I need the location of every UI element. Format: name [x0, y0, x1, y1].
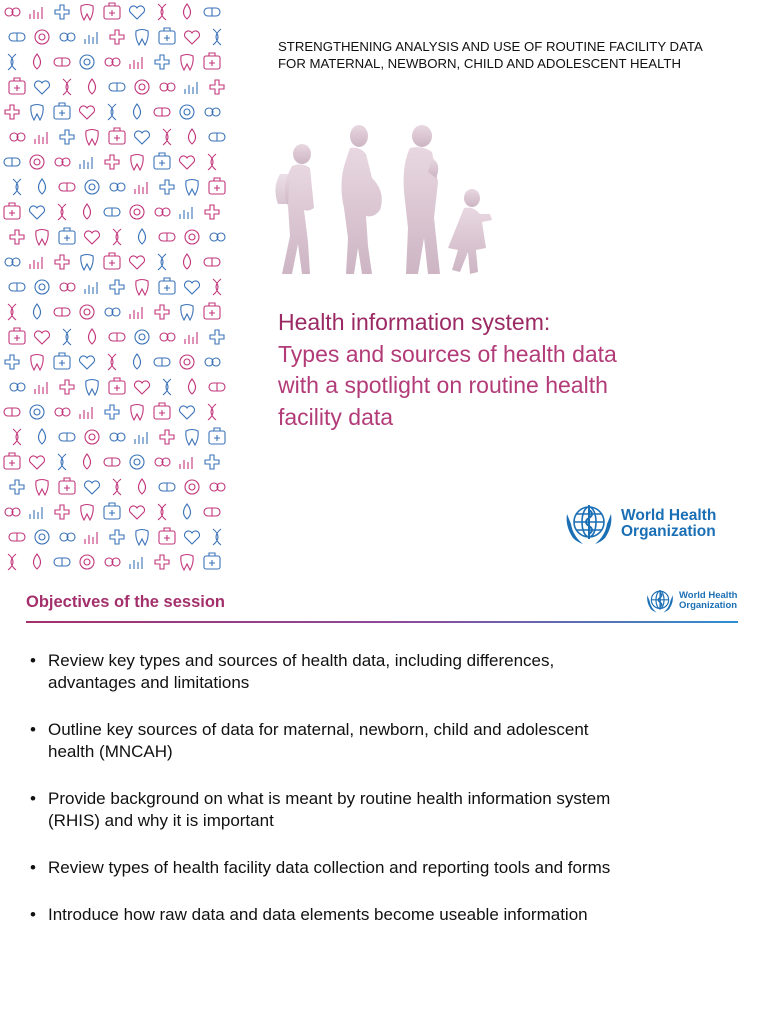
objective-line2: advantages and limitations	[48, 673, 250, 692]
medical-icon	[34, 304, 41, 319]
medical-icon	[154, 153, 170, 169]
medical-icon	[13, 429, 21, 445]
medical-icon	[10, 230, 24, 244]
objectives-list	[30, 650, 730, 951]
medical-icon	[39, 179, 46, 194]
child-silhouette	[448, 189, 492, 274]
objective-item	[30, 650, 730, 694]
medical-icon	[9, 33, 25, 41]
medical-icon	[36, 230, 48, 246]
medical-icon	[9, 533, 25, 541]
medical-icon	[186, 180, 198, 196]
objective-line1: Review types of health facility data collection and reporting tools and forms	[48, 858, 611, 877]
medical-icon	[184, 504, 191, 519]
medical-icon	[5, 508, 20, 516]
medical-icon	[109, 378, 125, 394]
medical-icon	[81, 505, 93, 521]
medical-icon	[105, 155, 119, 169]
medical-icon	[59, 228, 75, 244]
who-emblem-icon	[563, 500, 615, 548]
medical-icon	[29, 456, 44, 469]
medical-icon	[185, 332, 197, 344]
medical-icon	[205, 108, 220, 116]
who-small-line2: Organization	[679, 600, 738, 611]
medical-icon	[81, 255, 93, 271]
medical-icon	[130, 557, 142, 569]
title-line4: facility data	[278, 403, 394, 430]
medical-icon	[159, 483, 175, 491]
medical-icon	[58, 454, 66, 470]
medical-icon	[210, 233, 225, 241]
objective-item	[30, 904, 730, 926]
adolescent-silhouette	[275, 144, 314, 274]
medical-icon	[60, 380, 74, 394]
medical-icon	[60, 283, 75, 291]
who-name-line2: Organization	[621, 523, 716, 540]
medical-icon	[185, 230, 199, 244]
medical-icon	[135, 330, 149, 344]
medical-icon	[4, 453, 20, 469]
medical-icon	[184, 254, 191, 269]
medical-icon	[135, 432, 147, 444]
medical-icon	[135, 182, 147, 194]
medical-icon	[34, 81, 49, 94]
medical-icon	[130, 455, 144, 469]
medical-icon	[60, 533, 75, 541]
medical-icon	[154, 403, 170, 419]
medical-icon	[80, 407, 92, 419]
medical-icon	[81, 5, 93, 21]
medical-icon	[184, 531, 199, 544]
who-name-line1: World Health	[621, 507, 717, 524]
medical-icon	[213, 29, 221, 45]
medical-icon	[155, 55, 169, 69]
medical-icon	[35, 280, 49, 294]
medical-icon	[55, 158, 70, 166]
medical-icon	[159, 28, 175, 44]
medical-icon	[204, 553, 220, 569]
medical-icon	[186, 430, 198, 446]
medical-icon	[85, 180, 99, 194]
medical-icon	[130, 307, 142, 319]
series-title-line2: FOR MATERNAL, NEWBORN, CHILD AND ADOLESCENT HEALTH	[278, 56, 682, 71]
medical-icon	[136, 30, 148, 46]
medical-icon	[105, 405, 119, 419]
medical-icon	[35, 132, 47, 144]
medical-icon	[130, 57, 142, 69]
medical-icon	[189, 129, 196, 144]
medical-icon	[63, 329, 71, 345]
medical-icon	[159, 528, 175, 544]
medical-icon	[184, 31, 199, 44]
medical-icon	[180, 105, 194, 119]
medical-icon	[213, 529, 221, 545]
medical-icon	[5, 8, 20, 16]
medical-icon	[104, 253, 120, 269]
objective-line1: Review key types and sources of health data, including differences,	[48, 651, 555, 670]
medical-icon	[155, 305, 169, 319]
medical-icon	[204, 303, 220, 319]
medical-icon	[84, 231, 99, 244]
medical-icon	[4, 203, 20, 219]
medical-icon	[204, 8, 220, 16]
objective-line1: Introduce how raw data and data elements become useable information	[48, 905, 588, 924]
title-line3: with a spotlight on routine health	[278, 372, 608, 398]
heading-divider	[26, 621, 738, 623]
medical-icon	[134, 131, 149, 144]
medical-icon	[139, 479, 146, 494]
medical-icon	[179, 156, 194, 169]
medical-icon	[54, 353, 70, 369]
medical-icon	[5, 105, 19, 119]
medical-icon	[55, 505, 69, 519]
medical-icon	[10, 383, 25, 391]
medical-icon	[9, 78, 25, 94]
objectives-slide	[0, 585, 768, 1024]
medical-icon	[108, 104, 116, 120]
medical-icon	[10, 480, 24, 494]
medical-icon	[60, 33, 75, 41]
medical-icon	[160, 430, 174, 444]
medical-icon	[54, 58, 70, 66]
medical-icon	[155, 555, 169, 569]
medical-icon	[129, 506, 144, 519]
medical-icon	[8, 54, 16, 70]
medical-icon	[136, 530, 148, 546]
objective-item	[30, 788, 730, 832]
title-line1: Health information system:	[278, 309, 551, 335]
medical-icon	[209, 133, 225, 141]
medical-icon	[104, 208, 120, 216]
medical-icon	[158, 4, 166, 20]
medical-icon	[109, 83, 125, 91]
medical-icon	[30, 155, 44, 169]
medical-icon	[35, 382, 47, 394]
medical-icon	[184, 4, 191, 19]
medical-icon	[85, 32, 97, 44]
medical-icon	[185, 82, 197, 94]
medical-icon	[31, 105, 43, 121]
medical-icon	[208, 404, 216, 420]
medical-icon	[86, 130, 98, 146]
bullet-icon: •	[30, 789, 36, 808]
medical-icon	[105, 308, 120, 316]
medical-icon	[139, 229, 146, 244]
medical-icon	[205, 455, 219, 469]
medical-icon	[54, 103, 70, 119]
medical-icon	[185, 480, 199, 494]
medical-icon	[209, 428, 225, 444]
medical-icon	[39, 429, 46, 444]
medical-icons-collage	[0, 0, 228, 580]
bullet-icon: •	[30, 905, 36, 924]
pregnant-woman-silhouette	[341, 125, 381, 274]
medical-icon	[63, 79, 71, 95]
medical-icon	[160, 180, 174, 194]
medical-icon	[80, 555, 94, 569]
medical-icon	[209, 383, 225, 391]
medical-icon	[208, 154, 216, 170]
medical-icon	[108, 354, 116, 370]
medical-icon	[180, 207, 192, 219]
medical-icon	[9, 328, 25, 344]
medical-icon	[8, 554, 16, 570]
medical-icon	[110, 280, 124, 294]
medical-icon	[35, 530, 49, 544]
medical-icon	[205, 358, 220, 366]
medical-icon	[4, 408, 20, 416]
medical-icon	[59, 183, 75, 191]
medical-icon	[59, 433, 75, 441]
medical-icon	[105, 558, 120, 566]
medical-icon	[55, 255, 69, 269]
medical-icon	[134, 381, 149, 394]
family-silhouettes-image	[262, 118, 502, 278]
medical-icon	[86, 380, 98, 396]
who-small-line1: World Health	[679, 590, 738, 601]
medical-icon	[204, 508, 220, 516]
medical-icon	[205, 205, 219, 219]
medical-icon	[58, 204, 66, 220]
medical-icon	[129, 6, 144, 19]
medical-icon	[131, 405, 143, 421]
medical-icon	[84, 204, 91, 219]
medical-icon	[110, 433, 125, 441]
medical-icon	[80, 55, 94, 69]
medical-icon	[209, 178, 225, 194]
medical-icon	[113, 229, 121, 245]
health-icons-pattern	[0, 0, 228, 580]
medical-icon	[155, 208, 170, 216]
medical-icon	[9, 283, 25, 291]
medical-icon	[136, 280, 148, 296]
medical-icon	[155, 458, 170, 466]
medical-icon	[34, 554, 41, 569]
medical-icon	[135, 80, 149, 94]
medical-icon	[85, 430, 99, 444]
medical-icon	[34, 331, 49, 344]
medical-icon	[109, 128, 125, 144]
medical-icon	[154, 358, 170, 366]
medical-icon	[4, 158, 20, 166]
medical-icon	[89, 329, 96, 344]
who-logo-small	[645, 587, 737, 615]
medical-icon	[79, 356, 94, 369]
medical-icon	[36, 480, 48, 496]
medical-icon	[54, 558, 70, 566]
medical-icon	[104, 503, 120, 519]
medical-icon	[110, 530, 124, 544]
medical-icon	[189, 379, 196, 394]
bullet-icon: •	[30, 720, 36, 739]
bullet-icon: •	[30, 858, 36, 877]
medical-icon	[160, 83, 175, 91]
medical-icon	[131, 155, 143, 171]
medical-icon	[85, 282, 97, 294]
objective-line1: Provide background on what is meant by routine health information system	[48, 789, 611, 808]
medical-icon	[181, 305, 193, 321]
medical-icon	[30, 257, 42, 269]
medical-icon	[134, 104, 141, 119]
medical-icon	[158, 254, 166, 270]
medical-icon	[213, 279, 221, 295]
medical-icon	[35, 30, 49, 44]
medical-icon	[163, 379, 171, 395]
objective-line1: Outline key sources of data for maternal, newborn, child and adolescent	[48, 720, 589, 739]
medical-icon	[181, 55, 193, 71]
medical-icon	[5, 355, 19, 369]
medical-icon	[84, 454, 91, 469]
medical-icon	[104, 3, 120, 19]
medical-icon	[180, 355, 194, 369]
medical-icon	[34, 54, 41, 69]
who-emblem-small-icon	[645, 587, 675, 615]
series-title	[278, 38, 748, 72]
presentation-title	[278, 307, 748, 433]
medical-icon	[180, 457, 192, 469]
series-title-line1: STRENGTHENING ANALYSIS AND USE OF ROUTINE FACILITY DATA	[278, 39, 703, 54]
medical-icon	[85, 532, 97, 544]
woman-silhouette	[404, 125, 440, 274]
bullet-icon: •	[30, 651, 36, 670]
medical-icon	[210, 330, 224, 344]
medical-icon	[159, 278, 175, 294]
medical-icon	[55, 408, 70, 416]
medical-icon	[110, 183, 125, 191]
medical-icon	[55, 5, 69, 19]
medical-icon	[105, 58, 120, 66]
medical-icon	[204, 53, 220, 69]
medical-icon	[31, 355, 43, 371]
medical-icon	[134, 354, 141, 369]
medical-icon	[30, 405, 44, 419]
medical-icon	[104, 458, 120, 466]
medical-icon	[160, 333, 175, 341]
medical-icon	[79, 106, 94, 119]
medical-icon	[154, 108, 170, 116]
medical-icon	[5, 258, 20, 266]
medical-icon	[84, 481, 99, 494]
objective-line2: (RHIS) and why it is important	[48, 811, 274, 830]
medical-icon	[158, 504, 166, 520]
objective-item	[30, 857, 730, 879]
objective-item	[30, 719, 730, 763]
objectives-heading: Objectives of the session	[26, 593, 225, 611]
medical-icon	[60, 130, 74, 144]
medical-icon	[113, 479, 121, 495]
medical-icon	[184, 281, 199, 294]
medical-icon	[80, 157, 92, 169]
medical-icon	[8, 304, 16, 320]
medical-icon	[163, 129, 171, 145]
medical-icon	[13, 179, 21, 195]
medical-icon	[181, 555, 193, 571]
medical-icon	[29, 206, 44, 219]
medical-icon	[10, 133, 25, 141]
medical-icon	[129, 256, 144, 269]
medical-icon	[204, 258, 220, 266]
medical-icon	[109, 333, 125, 341]
medical-icon	[210, 483, 225, 491]
medical-icon	[59, 478, 75, 494]
medical-icon	[80, 305, 94, 319]
medical-icon	[130, 205, 144, 219]
medical-icon	[179, 406, 194, 419]
medical-icon	[159, 233, 175, 241]
medical-icon	[30, 7, 42, 19]
medical-icon	[110, 30, 124, 44]
medical-icon	[210, 80, 224, 94]
medical-icon	[54, 308, 70, 316]
medical-icon	[89, 79, 96, 94]
title-line2: Types and sources of health data	[278, 340, 617, 367]
medical-icon	[30, 507, 42, 519]
who-logo	[563, 500, 716, 548]
objective-line2: health (MNCAH)	[48, 742, 173, 761]
